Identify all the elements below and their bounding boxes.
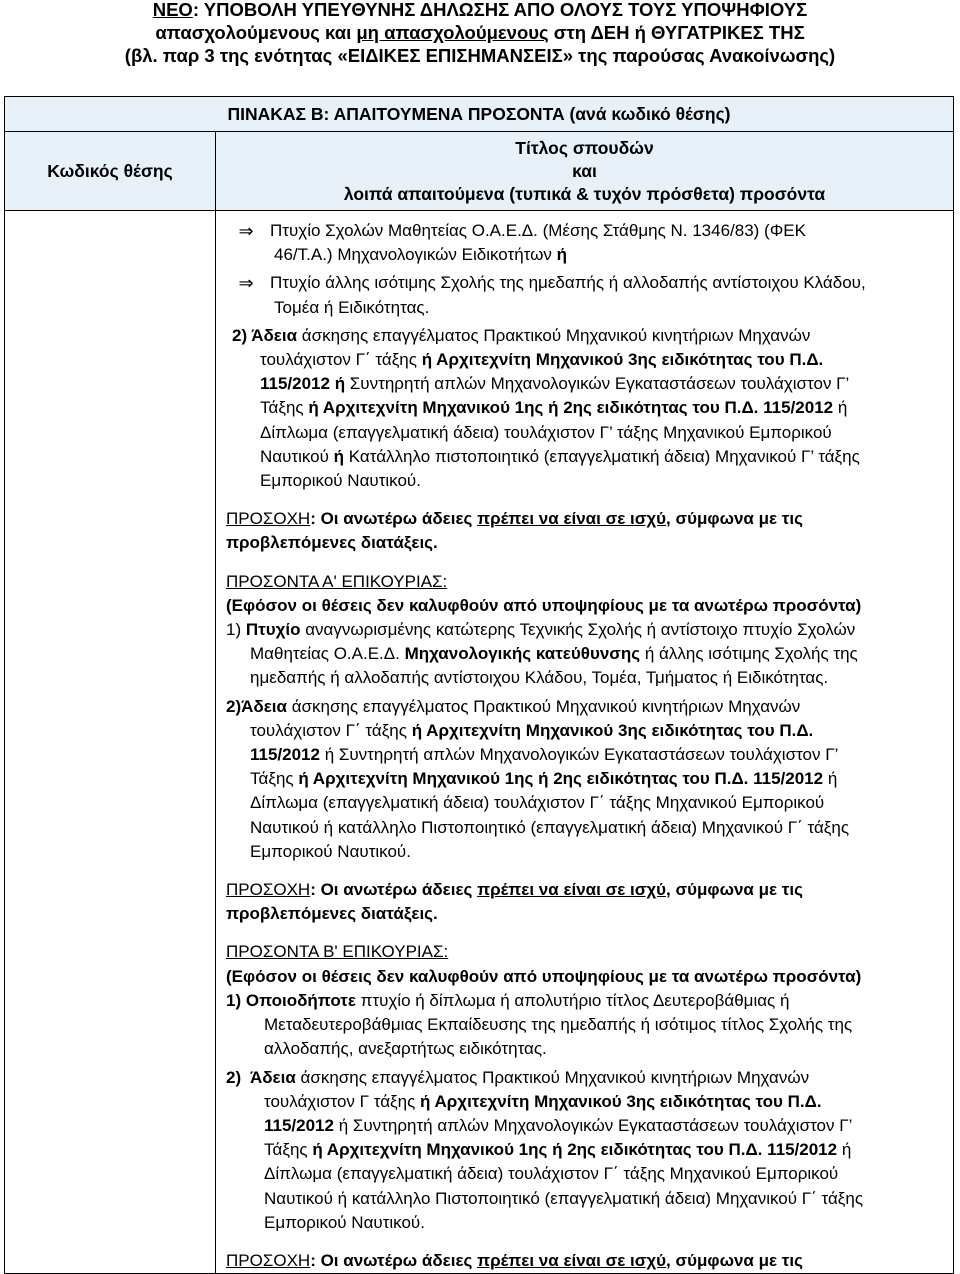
b1-line-2: Μεταδευτεροβάθμιας Εκπαίδευσης της ημεδαπής ή ισότιμος τίτλος Σχολής της xyxy=(264,1015,853,1035)
a2-line-4-a: Τάξης xyxy=(250,769,299,789)
table-body-row xyxy=(5,211,954,1274)
warning-2-label: ΠΡΟΣΟΧΗ xyxy=(226,880,311,900)
requirements-table xyxy=(4,96,954,1274)
b2-line-2-a: τουλάχιστον Γ τάξης xyxy=(264,1091,421,1111)
heading-line-1 xyxy=(0,0,960,21)
p2-line-7: Εμπορικού Ναυτικού. xyxy=(260,471,421,491)
warning-3 xyxy=(222,1249,947,1273)
qualifications-cell xyxy=(216,211,954,1274)
p2-line-4 xyxy=(260,396,947,420)
b2-line-4-a: Τάξης xyxy=(264,1140,313,1160)
p2-line-1 xyxy=(232,324,947,348)
a1-line-2 xyxy=(250,642,947,666)
a2-line-7: Εμπορικού Ναυτικού. xyxy=(250,841,411,861)
p2-line-6-a: Ναυτικού xyxy=(260,446,334,466)
col-header-title-line-1: Τίτλος σπουδών xyxy=(515,137,654,158)
a1-bold: Πτυχίο xyxy=(245,620,301,640)
b2-line-4 xyxy=(264,1138,947,1162)
warning-3-label: ΠΡΟΣΟΧΗ xyxy=(226,1250,311,1270)
b2-line-5: Δίπλωμα (επαγγελματική άδεια) τουλάχιστον Γ΄ τάξης Μηχανικού Εμπορικού xyxy=(264,1164,839,1184)
heading-new-label: ΝΕΟ xyxy=(152,0,193,20)
warning-2-line-1 xyxy=(226,878,947,902)
p2-line-2 xyxy=(260,348,947,372)
b2-number: 2) xyxy=(226,1067,250,1087)
b2-line-1 xyxy=(226,1066,947,1090)
warning-3-d: , σύμφωνα με τις xyxy=(666,1250,803,1270)
heading-line-2-a: απασχολούμενους και xyxy=(155,22,357,43)
a1-number: 1) xyxy=(226,620,246,640)
bullet-1-line-2 xyxy=(222,243,947,267)
bullet-2-line-1: Πτυχίο άλλης ισότιμης Σχολής της ημεδαπής ή αλλοδαπής αντίστοιχου Κλάδου, xyxy=(270,273,866,293)
b2-line-2-b: ή Αρχιτεχνίτη Μηχανικού 3ης ειδικότητας του Π.Δ. xyxy=(420,1091,822,1111)
p2-license: Άδεια xyxy=(251,325,298,345)
a2-line-3 xyxy=(250,743,947,767)
a2-line-4-b: ή Αρχιτεχνίτη Μηχανικού 1ης ή 2ης ειδικότητας του Π.Δ. 115/2012 xyxy=(298,769,824,789)
heading-line-3: (βλ. παρ 3 της ενότητας «ΕΙΔΙΚΕΣ ΕΠΙΣΗΜΑΝΣΕΙΣ» της παρούσας Ανακοίνωσης) xyxy=(124,45,836,66)
spacer xyxy=(222,926,947,940)
a2-line-4 xyxy=(250,767,947,791)
section-a xyxy=(222,570,947,864)
b2-bold: Άδεια xyxy=(249,1067,296,1087)
p2-body xyxy=(232,348,947,493)
heading-line-2-c: στη ΔΕΗ ή ΘΥΓΑΤΡΙΚΕΣ ΤΗΣ xyxy=(548,22,805,43)
a2-line-1 xyxy=(226,695,947,719)
p2-number: 2) xyxy=(232,325,252,345)
heading-line-1-text: : ΥΠΟΒΟΛΗ ΥΠΕΥΘΥΝΗΣ ΔΗΛΩΣΗΣ ΑΠΟ ΟΛΟΥΣ ΤΟΥΣ ΥΠΟΨΗΦΙΟΥΣ xyxy=(192,0,808,20)
p2-line-6 xyxy=(260,445,947,469)
heading-line-2 xyxy=(0,21,960,44)
warning-2-line-2: προβλεπόμενες διατάξεις. xyxy=(226,904,438,924)
a1-line-3: ημεδαπής ή αλλοδαπής αντίστοιχου Κλάδου, Τομέα, Τμήματος ή Ειδικότητας. xyxy=(250,668,829,688)
a2-line-2 xyxy=(250,719,947,743)
warning-1-line-1 xyxy=(226,507,947,531)
b2-line-7: Εμπορικού Ναυτικού. xyxy=(264,1212,425,1232)
p2-line-4-c: 115/2012 xyxy=(758,398,838,418)
b2-line-6: Ναυτικού ή κατάλληλο Πιστοποιητικό (επαγγελματική άδεια) Μηχανικού Γ΄ τάξης xyxy=(264,1188,864,1208)
b1-bold: Οποιοδήποτε xyxy=(245,990,356,1010)
b1-body xyxy=(226,1013,947,1061)
a2-line-1-text: άσκησης επαγγέλματος Πρακτικού Μηχανικού κινητήριων Μηχανών xyxy=(286,696,801,716)
warning-1 xyxy=(222,507,947,555)
p2-line-4-b: ή Αρχιτεχνίτη Μηχανικού 1ης ή 2ης ειδικότητας του Π.Δ. xyxy=(308,398,759,418)
spacer xyxy=(222,1235,947,1249)
a1-line-2-b: Μηχανολογικής κατεύθυνσης xyxy=(404,644,641,664)
b1-line-3: αλλοδαπής, ανεξαρτήτως ειδικότητας. xyxy=(264,1039,547,1059)
a2-line-4-c: ή xyxy=(823,769,838,789)
a2-line-3-b: ή Συντηρητή απλών Μηχανολογικών Εγκαταστάσεων τουλάχιστον Γ’ xyxy=(319,745,839,765)
b2-line-3 xyxy=(264,1114,947,1138)
b2-line-1-text: άσκησης επαγγέλματος Πρακτικού Μηχανικού κινητήριων Μηχανών xyxy=(295,1067,810,1087)
heading-line-2-underlined: μη απασχολούμενους xyxy=(356,22,549,43)
section-a-subtitle: (Εφόσον οι θέσεις δεν καλυφθούν από υποψηφίους με τα ανωτέρω προσόντα) xyxy=(226,595,862,615)
list-item-text xyxy=(270,271,947,295)
position-code-cell xyxy=(5,211,216,1274)
a2-line-2-b: ή Αρχιτεχνίτη Μηχανικού 3ης ειδικότητας του Π.Δ. xyxy=(411,720,814,740)
warning-1-d: , σύμφωνα με τις xyxy=(666,509,803,529)
a1-line-1-text: αναγνωρισμένης κατώτερης Τεχνικής Σχολής ή αντίστοιχο πτυχίο Σχολών xyxy=(300,620,856,640)
b1-number: 1) xyxy=(226,990,246,1010)
a1-line-1 xyxy=(226,618,947,642)
warning-2-underlined: πρέπει να είναι σε ισχύ xyxy=(477,880,667,900)
col-header-code: Κωδικός θέσης xyxy=(5,132,216,211)
col-header-title-line-2: και xyxy=(572,160,597,181)
p2-line-3-a: 115/2012 ή xyxy=(260,374,346,394)
b2-line-4-b: ή Αρχιτεχνίτη Μηχανικού 1ης ή 2ης ειδικότητας του Π.Δ. 115/2012 xyxy=(312,1140,838,1160)
section-b xyxy=(222,940,947,1234)
b2-line-3-b: ή Συντηρητή απλών Μηχανολογικών Εγκαταστάσεων τουλάχιστον Γ’ xyxy=(333,1115,853,1135)
p2-line-2-a: τουλάχιστον Γ΄ τάξης xyxy=(260,350,422,370)
warning-1-b: : Οι ανωτέρω άδειες xyxy=(310,509,478,529)
section-b-title: ΠΡΟΣΟΝΤΑ Β' ΕΠΙΚΟΥΡΙΑΣ: xyxy=(226,942,449,962)
spacer xyxy=(222,493,947,507)
bullet-1-or: ή xyxy=(556,245,568,265)
a2-bold: Άδεια xyxy=(241,696,287,716)
document-heading xyxy=(0,0,960,67)
bullet-1-line-2-a: 46/Τ.Α.) Μηχανολογικών Ειδικοτήτων xyxy=(274,245,557,265)
warning-2 xyxy=(222,878,947,926)
bullet-2-line-2: Τομέα ή Ειδικότητας. xyxy=(274,297,430,317)
paragraph-2 xyxy=(222,324,947,493)
p2-line-3-b: Συντηρητή απλών Μηχανολογικών Εγκαταστάσεων τουλάχιστον Γ’ xyxy=(345,374,850,394)
list-item xyxy=(222,271,947,295)
a2-line-3-a: 115/2012 xyxy=(250,745,320,765)
warning-2-b: : Οι ανωτέρω άδειες xyxy=(310,880,478,900)
a1-line-2-a: Μαθητείας Ο.Α.Ε.Δ. xyxy=(250,644,405,664)
a2-line-5: Δίπλωμα (επαγγελματική άδεια) τουλάχιστον Γ΄ τάξης Μηχανικού Εμπορικού xyxy=(250,793,825,813)
warning-3-line-1 xyxy=(226,1249,947,1273)
p2-line-5: Δίπλωμα (επαγγελματική άδεια) τουλάχιστον Γ’ τάξης Μηχανικού Εμπορικού xyxy=(260,422,832,442)
double-arrow-right-icon: ⇒ xyxy=(238,273,254,294)
list-item-text xyxy=(270,219,947,243)
warning-1-label: ΠΡΟΣΟΧΗ xyxy=(226,509,311,529)
double-arrow-right-icon: ⇒ xyxy=(238,221,254,241)
p2-line-6-c: Κατάλληλο πιστοποιητικό (επαγγελματική άδεια) Μηχανικού Γ’ τάξης xyxy=(344,446,860,466)
p2-line-1-text: άσκησης επαγγέλματος Πρακτικού Μηχανικού κινητήριων Μηχανών xyxy=(297,325,811,345)
table-header-row xyxy=(5,132,954,211)
p2-line-4-a: Τάξης xyxy=(260,398,309,418)
table-title-row xyxy=(5,97,954,132)
bullet-1-line-1: Πτυχίο Σχολών Μαθητείας Ο.Α.Ε.Δ. (Μέσης Στάθμης Ν. 1346/83) (ΦΕΚ xyxy=(270,221,806,240)
col-header-title xyxy=(216,132,954,211)
b2-line-4-c: ή xyxy=(837,1140,852,1160)
warning-2-d: , σύμφωνα με τις xyxy=(666,880,803,900)
spacer xyxy=(222,556,947,570)
a2-body xyxy=(226,719,947,864)
p2-line-6-b: ή xyxy=(333,446,345,466)
b1-line-1-text: πτυχίο ή δίπλωμα ή απολυτήριο τίτλος Δευτεροβάθμιας ή xyxy=(355,990,790,1010)
warning-3-underlined: πρέπει να είναι σε ισχύ xyxy=(477,1250,667,1270)
a2-number: 2) xyxy=(226,696,242,716)
p2-line-3 xyxy=(260,372,947,396)
a1-body xyxy=(226,642,947,690)
list-item xyxy=(222,219,947,243)
b1-line-1 xyxy=(226,989,947,1013)
b2-line-3-a: 115/2012 xyxy=(264,1115,334,1135)
a1-line-2-c: ή άλλης ισότιμης Σχολής της xyxy=(640,644,858,664)
section-a-title: ΠΡΟΣΟΝΤΑ Α' ΕΠΙΚΟΥΡΙΑΣ: xyxy=(226,571,448,591)
spacer xyxy=(222,864,947,878)
section-b-subtitle: (Εφόσον οι θέσεις δεν καλυφθούν από υποψηφίους με τα ανωτέρω προσόντα) xyxy=(226,966,862,986)
b2-line-2 xyxy=(264,1090,947,1114)
p2-line-2-b: ή Αρχιτεχνίτη Μηχανικού 3ης ειδικότητας του Π.Δ. xyxy=(421,350,824,370)
col-header-title-line-3: λοιπά απαιτούμενα (τυπικά & τυχόν πρόσθετα) προσόντα xyxy=(343,183,826,204)
a2-line-2-a: τουλάχιστον Γ΄ τάξης xyxy=(250,720,412,740)
warning-1-underlined: πρέπει να είναι σε ισχύ xyxy=(477,509,667,529)
a2-line-6: Ναυτικού ή κατάλληλο Πιστοποιητικό (επαγγελματική άδεια) Μηχανικού Γ΄ τάξης xyxy=(250,817,850,837)
warning-3-b: : Οι ανωτέρω άδειες xyxy=(310,1250,478,1270)
p2-line-4-d: ή xyxy=(837,398,848,418)
table-title: ΠΙΝΑΚΑΣ Β: ΑΠΑΙΤΟΥΜΕΝΑ ΠΡΟΣΟΝΤΑ (ανά κωδικό θέσης) xyxy=(5,97,954,132)
b2-body xyxy=(226,1090,947,1235)
warning-1-line-2: προβλεπόμενες διατάξεις. xyxy=(226,533,438,553)
